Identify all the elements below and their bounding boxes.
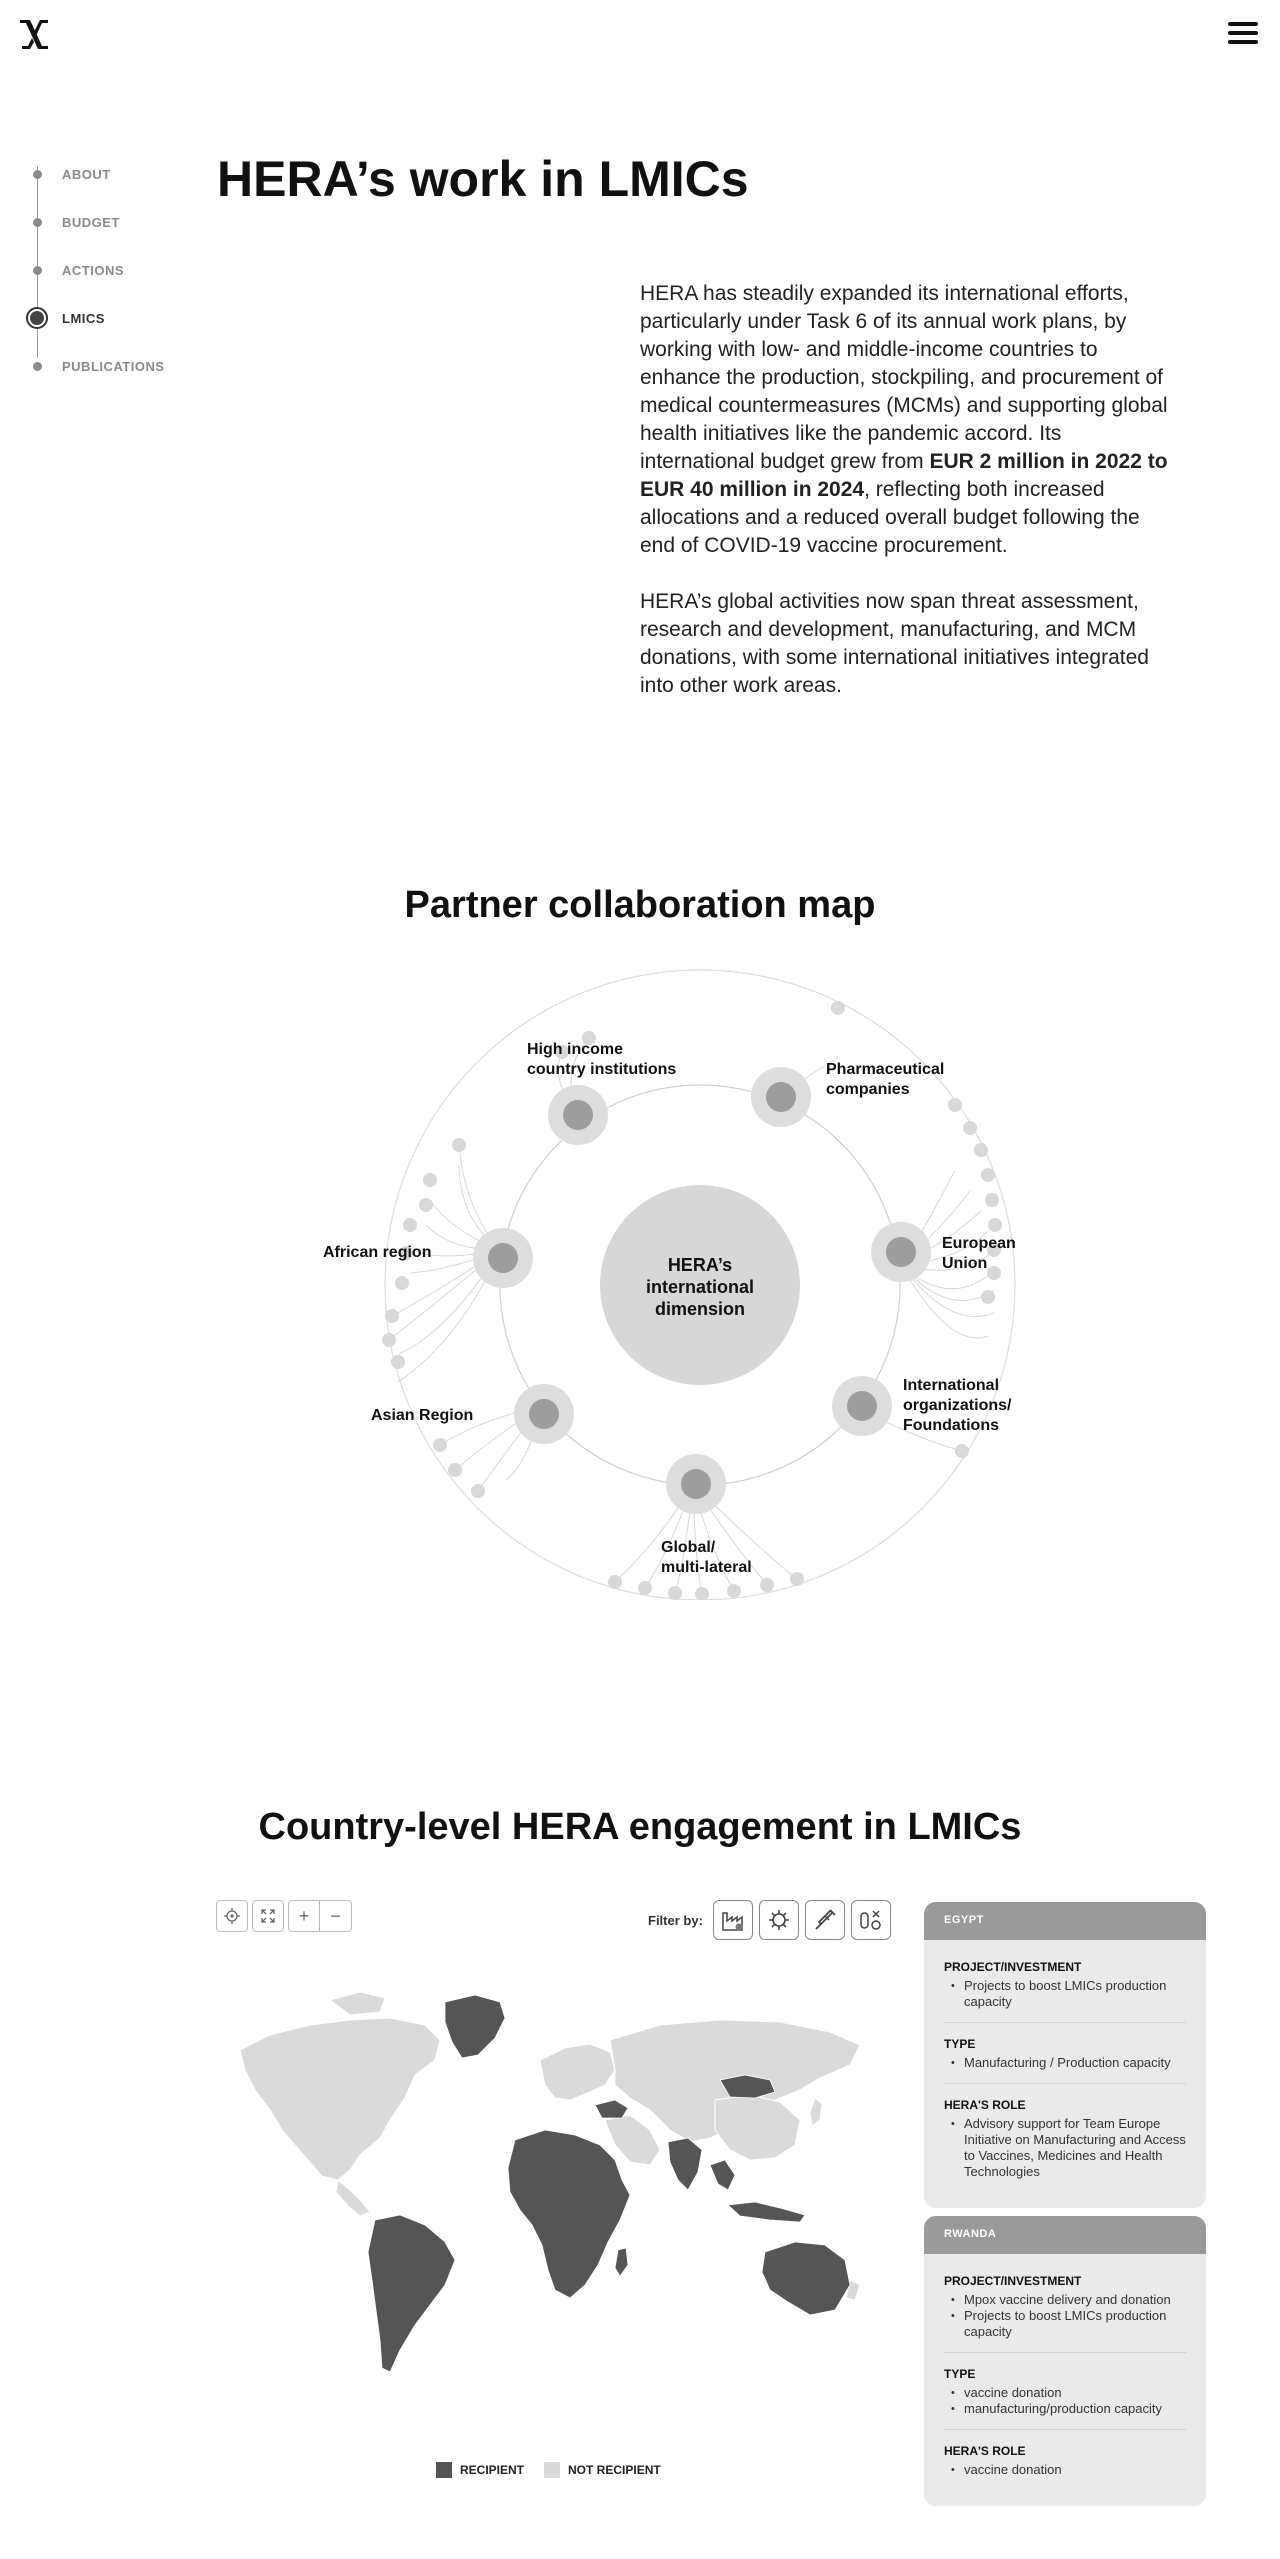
madagascar bbox=[615, 2248, 628, 2276]
card-list-item: • Mpox vaccine delivery and donation bbox=[944, 2292, 1186, 2308]
central-america bbox=[336, 2180, 370, 2216]
center-label-line-3: dimension bbox=[654, 1299, 746, 1319]
africa bbox=[508, 2130, 630, 2298]
card-list-item: • manufacturing/production capacity bbox=[944, 2401, 1186, 2417]
zoom-out-button[interactable]: − bbox=[320, 1900, 352, 1932]
nav-label: ACTIONS bbox=[62, 262, 124, 278]
node-asian-region[interactable] bbox=[371, 1384, 574, 1444]
legend-not-recipient bbox=[544, 2462, 661, 2478]
card-list-item: • vaccine donation bbox=[944, 2462, 1186, 2478]
node-label: country institutions bbox=[527, 1061, 677, 1078]
japan bbox=[810, 2098, 822, 2126]
intro-paragraph-2: HERA’s global activities now span threat assessment, research and development, manufacturing, and MCM donations, with some international initiatives integrated into other work areas. bbox=[640, 590, 1149, 697]
intro-text bbox=[640, 280, 1170, 728]
indonesia bbox=[728, 2202, 805, 2222]
card-section-heading: PROJECT/INVESTMENT bbox=[944, 2274, 1082, 2288]
legend-swatch-recipient bbox=[436, 2462, 452, 2478]
center-label-line-2: international bbox=[645, 1277, 755, 1297]
nav-label: BUDGET bbox=[62, 214, 120, 230]
intro-paragraph-1 bbox=[640, 280, 1170, 560]
australia bbox=[762, 2242, 850, 2315]
map-controls bbox=[216, 1900, 352, 1932]
legend-label: RECIPIENT bbox=[460, 2463, 525, 2477]
filter-bar bbox=[648, 1900, 891, 1940]
intro-highlight: EUR 2 million in 2022 to EUR 40 million in 2024 bbox=[640, 450, 1168, 501]
country-card-egypt[interactable] bbox=[924, 1902, 1206, 2208]
card-country: EGYPT bbox=[924, 1902, 1206, 1940]
card-list-item: • Projects to boost LMICs production capacity bbox=[944, 1978, 1186, 2010]
node-high-income[interactable] bbox=[527, 1041, 676, 1145]
card-section bbox=[944, 2430, 1186, 2490]
map-legend bbox=[436, 2462, 661, 2478]
card-list-item: • Advisory support for Team Europe Initiative on Manufacturing and Access to Vaccines, Medicines and Health Technologies bbox=[944, 2116, 1186, 2180]
nav-item-about[interactable] bbox=[30, 150, 111, 198]
node-label: Union bbox=[942, 1255, 988, 1272]
fullscreen-icon[interactable] bbox=[252, 1900, 284, 1932]
card-section bbox=[944, 1946, 1186, 2023]
europe bbox=[540, 2044, 615, 2100]
section-nav bbox=[30, 150, 165, 390]
card-list-item: • Manufacturing / Production capacity bbox=[944, 2055, 1186, 2071]
card-section bbox=[944, 2353, 1186, 2430]
virus-icon[interactable] bbox=[759, 1900, 799, 1940]
nav-item-publications[interactable] bbox=[30, 342, 165, 390]
nav-item-actions[interactable] bbox=[30, 246, 124, 294]
india bbox=[668, 2138, 702, 2190]
legend-label: NOT RECIPIENT bbox=[568, 2463, 661, 2477]
card-section-heading: TYPE bbox=[944, 2367, 976, 2381]
nav-dot-active bbox=[26, 307, 48, 329]
card-section-heading: TYPE bbox=[944, 2037, 976, 2051]
page-title: HERA’s work in LMICs bbox=[217, 151, 749, 207]
nav-item-lmics[interactable] bbox=[30, 294, 105, 342]
turkey-region bbox=[595, 2100, 628, 2118]
legend-swatch-not-recipient bbox=[544, 2462, 560, 2478]
card-section-heading: HERA'S ROLE bbox=[944, 2098, 1026, 2112]
nav-label: PUBLICATIONS bbox=[62, 358, 165, 374]
node-label: organizations/ bbox=[903, 1397, 1012, 1414]
nav-dot bbox=[33, 218, 42, 227]
middle-east bbox=[605, 2115, 660, 2165]
partner-map-title: Partner collaboration map bbox=[404, 884, 876, 926]
hamburger-menu-icon[interactable] bbox=[1228, 22, 1258, 48]
legend-recipient bbox=[436, 2462, 524, 2478]
node-label: Global/ bbox=[661, 1539, 716, 1556]
world-map[interactable] bbox=[210, 1980, 900, 2400]
node-label: Foundations bbox=[903, 1417, 999, 1434]
southeast-asia bbox=[710, 2160, 735, 2190]
node-label: multi-lateral bbox=[661, 1559, 752, 1576]
card-list-item: • vaccine donation bbox=[944, 2385, 1186, 2401]
node-label: African region bbox=[323, 1244, 432, 1261]
nav-label: LMICS bbox=[62, 310, 105, 326]
hera-logo-icon[interactable] bbox=[16, 16, 52, 52]
node-label: European bbox=[942, 1235, 1016, 1252]
card-section-heading: HERA'S ROLE bbox=[944, 2444, 1026, 2458]
pills-icon[interactable] bbox=[851, 1900, 891, 1940]
intro-text-span: , reflecting both increased allocations and a reduced overall budget following the end of COVID-19 vaccine procurement. bbox=[640, 478, 1140, 557]
card-country: RWANDA bbox=[924, 2216, 1206, 2254]
greenland bbox=[445, 1995, 505, 2058]
node-label: companies bbox=[826, 1081, 910, 1098]
nav-label: ABOUT bbox=[62, 166, 111, 182]
node-label: Pharmaceutical bbox=[826, 1061, 945, 1078]
south-america bbox=[368, 2215, 455, 2372]
node-label: High income bbox=[527, 1041, 624, 1058]
north-america bbox=[240, 2018, 440, 2180]
filter-label: Filter by: bbox=[648, 1912, 703, 1928]
country-card-rwanda[interactable] bbox=[924, 2216, 1206, 2506]
node-pharmaceutical[interactable] bbox=[751, 1061, 944, 1127]
hera-center-node bbox=[600, 1185, 800, 1385]
locate-icon[interactable] bbox=[216, 1900, 248, 1932]
country-cards[interactable] bbox=[924, 1902, 1206, 2522]
node-african-region[interactable] bbox=[323, 1228, 533, 1288]
zoom-controls bbox=[288, 1900, 352, 1932]
node-global-multilateral[interactable] bbox=[661, 1454, 752, 1576]
canadian-arctic bbox=[330, 1992, 385, 2015]
syringe-icon[interactable] bbox=[805, 1900, 845, 1940]
card-section bbox=[944, 2260, 1186, 2353]
card-section-heading: PROJECT/INVESTMENT bbox=[944, 1960, 1082, 1974]
card-section bbox=[944, 2084, 1186, 2192]
card-section bbox=[944, 2023, 1186, 2084]
node-international-organizations[interactable] bbox=[832, 1376, 1012, 1436]
card-list-item: • Projects to boost LMICs production capacity bbox=[944, 2308, 1186, 2340]
nav-item-budget[interactable] bbox=[30, 198, 120, 246]
nav-dot bbox=[33, 266, 42, 275]
partner-collaboration-diagram bbox=[300, 960, 1060, 1600]
node-label: Asian Region bbox=[371, 1407, 474, 1424]
china bbox=[715, 2095, 800, 2160]
intro-text-span: HERA has steadily expanded its international efforts, particularly under Task 6 of its annual work plans, by working with low- and middle-income countries to enhance the production, stockpiling, and procurement of medical countermeasures (MCMs) and supporting global health initiatives like the pandemic accord. Its international budget grew from bbox=[640, 282, 1168, 473]
center-label-line-1: HERA’s bbox=[667, 1255, 733, 1275]
zoom-in-button[interactable]: + bbox=[288, 1900, 320, 1932]
factory-icon[interactable] bbox=[713, 1900, 753, 1940]
node-label: International bbox=[903, 1377, 1000, 1394]
engagement-title: Country-level HERA engagement in LMICs bbox=[258, 1806, 1022, 1848]
nav-dot bbox=[33, 362, 42, 371]
nav-dot bbox=[33, 170, 42, 179]
